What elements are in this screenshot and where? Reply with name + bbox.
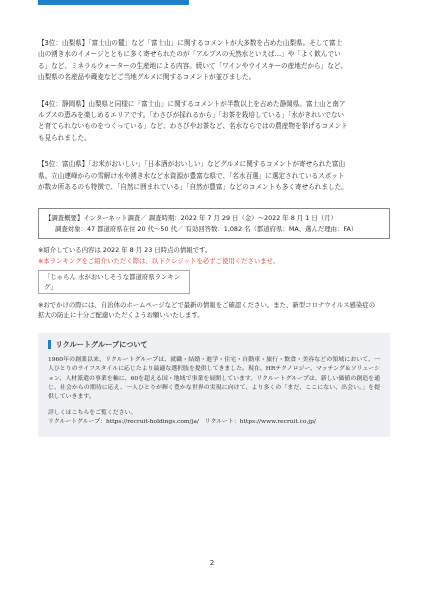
- text-line: 県。立山連峰からの雪解け水や湧き水など水資源が豊富な県で、「名水百選」に選定されているスポット: [38, 171, 345, 180]
- text-line: が数カ所あるのも特徴で、「自然に囲まれている」「自然が豊富」などのコメントも多く寄せられました。: [38, 183, 348, 192]
- text-line: 山梨県の名産品や蔵麦などご当地グルメに関するコメントが並びました。: [38, 73, 256, 82]
- header-accent-bar: [38, 0, 189, 5]
- recruit-group-heading: [48, 340, 380, 350]
- survey-period: 【調査概要】インターネット調査／ 調査時期：2022 年 7 月 29 日（金）～2022 年 8 月 1 日（月）: [45, 214, 337, 223]
- page-content: [38, 38, 390, 437]
- text-line: も見られました。: [38, 133, 91, 142]
- ranking-4-paragraph: [38, 99, 390, 145]
- ranking-5-paragraph: [38, 159, 390, 193]
- recruit-group-panel: [38, 333, 390, 437]
- text-line: る」など、ミネラルウォーターの生産地による内容。続いて「ワインやウイスキーの産地だから」など、: [38, 61, 347, 70]
- survey-target: 調査対象：47 都道府県在住 20 代～50 代／ 有効回答数：1,082 名（都道府県：MA、選んだ理由：FA）: [55, 224, 358, 233]
- text-line: 【3位：山梨県】「富士山の麓」など「富士山」に関するコメントが大多数を占めた山梨県。そして富士: [38, 39, 343, 47]
- survey-overview-box: [38, 208, 390, 239]
- recruit-group-title: リクルートグループについて: [55, 339, 148, 349]
- ranking-3-paragraph: [38, 38, 390, 84]
- page-number: 2: [209, 559, 215, 567]
- heading-marker-icon: [48, 340, 51, 349]
- text-line: 【4位：静岡県】山梨県と同様に「富士山」に関するコメントが半数以上を占めた静岡県。富士山と南ア: [38, 99, 346, 108]
- recruit-more-info: 詳しくはこちらをご覧ください。: [48, 409, 137, 416]
- text-line: 【5位：富山県】「お米がおいしい」「日本酒がおいしい」などグルメに関するコメントが寄せられた富山: [38, 160, 346, 169]
- text-line: と育てられないものをつくっている」など、わさびやお茶など、名水ならではの農産物を挙げるコメント: [38, 122, 348, 131]
- recruit-group-description: 1960年の創業以来、リクルートグループは、就職・結婚・進学・住宅・自動車・旅行・飲食・美容などの領域において、一人ひとりのライフスタイルに応じたより最適な選択肢を提供してきました。現在、HRテクノロジー、マッチング＆ソリューション、人材派遣の事業を軸に、60を超える国・地域で事業を展開しています。リクルートグループは、新しい価値の創造を通じ、社会からの期待に応え、一人ひとりが輝く豊かな世界の実現に向けて、より多くの「まだ、ここにない、出会い。」を提供していきます。: [48, 356, 380, 401]
- travel-note-line1: ※おでかけの際には、自治体のホームページなどで最新の情報をご確認ください。また、新型コロナウイルス感染症の: [38, 300, 376, 309]
- travel-note-line2: 拡大の防止に十分ご配慮いただくようお願いいたします。: [38, 311, 204, 320]
- text-line: ルプスの恵みを楽しめるエリアです。「わさびが採れるから」「お茶を栽培している」「水がきれいでない: [38, 111, 345, 120]
- recruit-links[interactable]: リクルートグループ：https://recruit-holdings.com/ja/ リクルート：https://www.recruit.co.jp/: [48, 419, 316, 426]
- credit-request-note: ※本ランキングをご紹介いただく際は、以下クレジットを必ずご使用くださいませ。: [38, 257, 280, 266]
- text-line: 山の湧き水のイメージとともに多く寄せられたのが「アルプスの天然水といえば…」や「よく飲んでい: [38, 50, 341, 59]
- date-note: ※紹介している内容は 2022 年 8 月 23 日時点の情報です。: [38, 246, 212, 255]
- credit-text-box: 「じゃらん 水がおいしそうな都道府県ランキング」: [38, 270, 190, 294]
